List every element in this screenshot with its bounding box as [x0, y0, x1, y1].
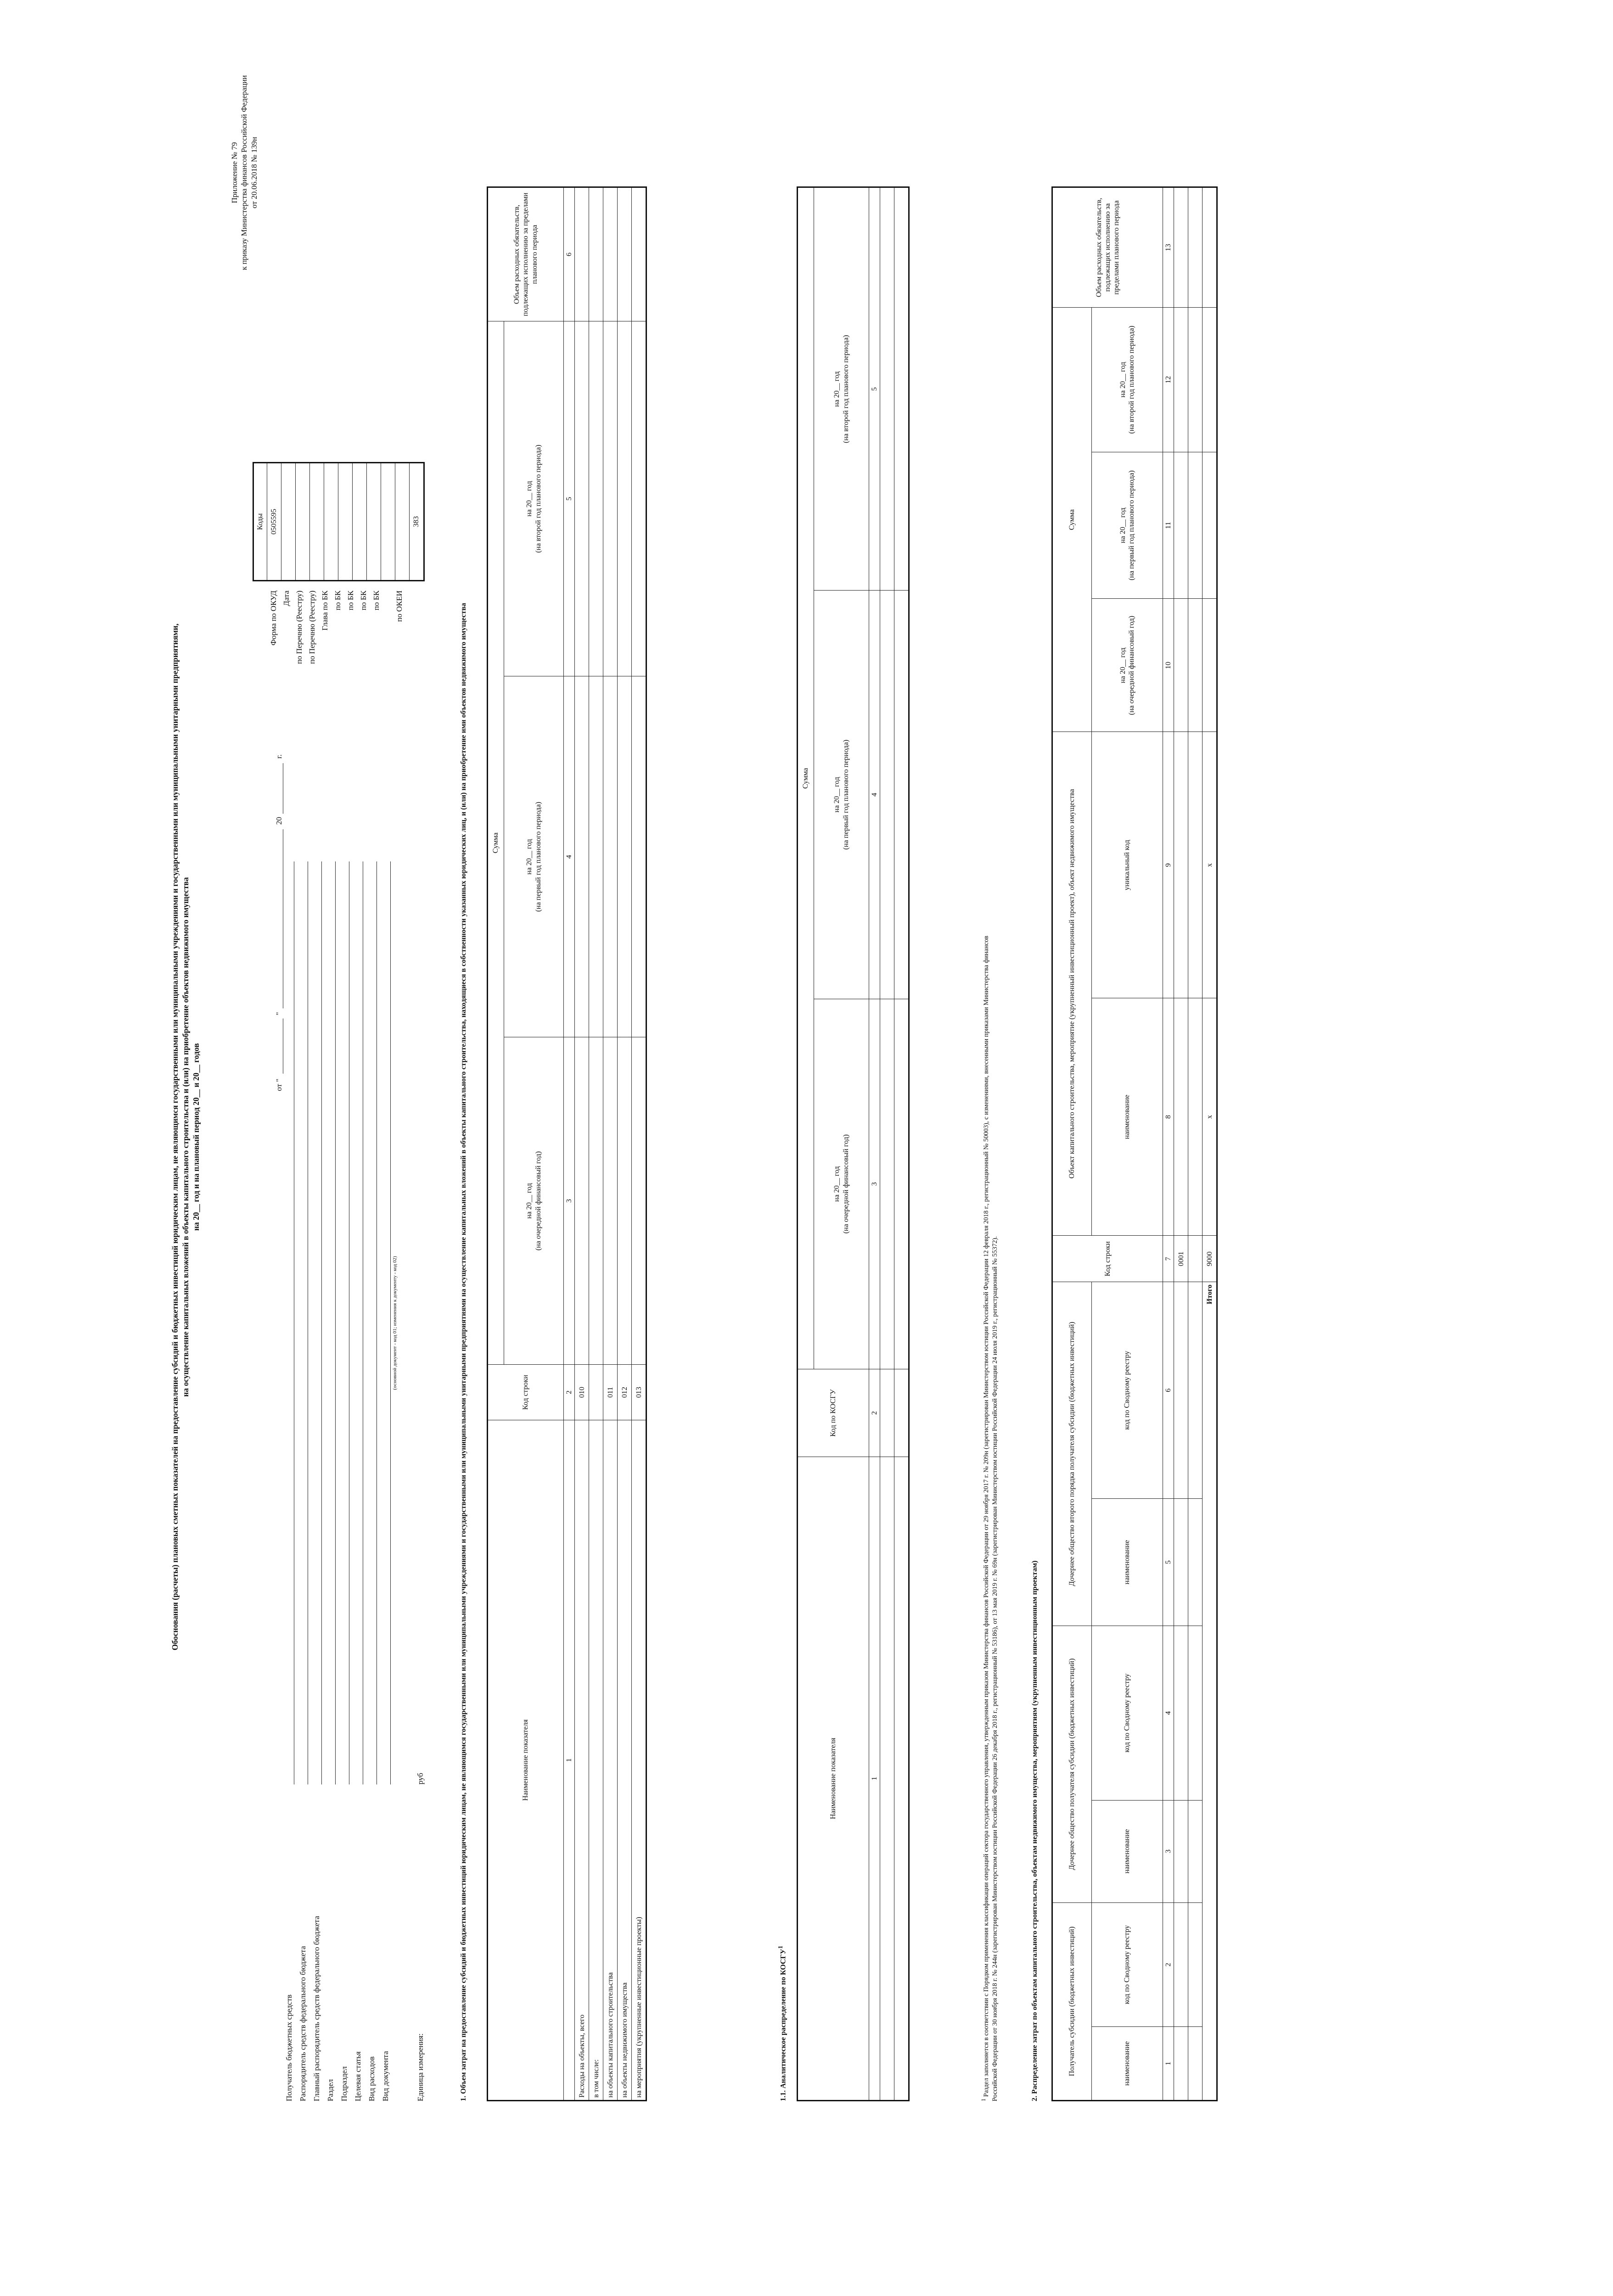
s2-header-sub2-reg: код по Сводному реестру — [1092, 1282, 1163, 1499]
s1-cell[interactable] — [575, 187, 589, 321]
s1-row-label: в том числе: — [589, 1420, 603, 2101]
table-row — [1188, 187, 1203, 2101]
s1-header-y3: на 20__ год — [525, 481, 534, 517]
title-line-2: на осуществление капитальных вложений в объекты капитального строительства и (или) на приобретение объектов недвижимого имущества — [180, 877, 190, 1397]
s2-cell[interactable] — [1174, 599, 1188, 732]
section1-table — [487, 186, 647, 2101]
s2-header-y3: на 20__ год — [1118, 362, 1127, 398]
field-subsection-label: Подраздел — [340, 2066, 348, 2101]
footnote-mark: 1 — [980, 2098, 987, 2101]
s2-cell[interactable] — [1188, 1282, 1203, 1499]
s11-col-num: 4 — [869, 591, 880, 999]
code-bk-4[interactable] — [381, 463, 395, 581]
s2-cell[interactable] — [1174, 732, 1188, 998]
field-expense-type-label: Вид расходов — [367, 2056, 376, 2101]
s1-cell[interactable] — [618, 187, 632, 321]
s11-cell[interactable] — [880, 999, 894, 1369]
header-fields — [285, 861, 441, 2101]
s1-col-num: 6 — [564, 187, 575, 321]
code-empty[interactable] — [395, 463, 410, 581]
unit-label: Единица измерения: — [416, 2033, 425, 2101]
s1-cell[interactable] — [632, 1037, 646, 1365]
s1-col-num: 3 — [564, 1037, 575, 1365]
s2-col-num: 1 — [1163, 2027, 1174, 2101]
s2-cell[interactable] — [1188, 1902, 1203, 2027]
section1-title: 1. Объем затрат на предоставление субсидий и бюджетных инвестиций юридическим лицам, не являющимся государственными или муниципальными учреждениями и государственными или муниципальными унитарными предприятиями на осуществление капитальных вложений в объекты капитального строительства, находящиеся в собственности указанных юридических лиц, и (или) на приобретение ими объектов недвижимого имущества — [460, 603, 467, 2101]
s11-cell[interactable] — [880, 1369, 894, 1457]
s11-cell[interactable] — [894, 1457, 909, 2101]
s2-header-recipient-reg: код по Сводному реестру — [1092, 1902, 1163, 2027]
doc-type-note: (основной документ - код 01; изменения к документу - код 02) — [392, 1256, 398, 1390]
s1-cell[interactable] — [632, 676, 646, 1037]
s11-header-y2: на 20__ год — [833, 777, 841, 813]
s2-total-cell[interactable] — [1203, 452, 1217, 599]
s2-total-cell[interactable] — [1203, 187, 1217, 308]
s11-header-y3: на 20__ год — [833, 371, 841, 407]
s1-row-code: 011 — [603, 1365, 618, 1420]
s1-row-code: 012 — [618, 1365, 632, 1420]
field-manager-label: Распорядитель средств федерального бюджета — [298, 1946, 307, 2101]
section11-title — [777, 1946, 787, 2101]
s11-header-y1: на 20__ год — [833, 1166, 841, 1202]
code-date[interactable] — [281, 463, 296, 581]
code-label-bk-1: по БК — [333, 591, 342, 610]
footnote-line-2: Российской Федерации от 30 ноября 2018 г. № 244н (зарегистрирован Министерством юстиции Российской Федерации 26 декабря 2018 г., регистрационный № 53186), от 13 мая 2019 г. № 69н (зарегистрирован Министерством юстиции Российской Федерации 24 июля 2019 г., регистрационный № 55372). — [991, 1236, 999, 2101]
s1-row-code — [589, 1365, 603, 1420]
s2-col-num: 4 — [1163, 1626, 1174, 1800]
s1-row-label: Расходы на объекты, всего — [575, 1420, 589, 2101]
s2-header-subsidiary-2: Дочернее общество второго порядка получателя субсидии (бюджетных инвестиций) — [1052, 1282, 1092, 1626]
s2-header-subsidiary-1: Дочернее общество получателя субсидии (бюджетных инвестиций) — [1052, 1626, 1092, 1902]
document-title — [170, 173, 201, 2101]
s1-cell[interactable] — [632, 187, 646, 321]
s11-cell[interactable] — [880, 1457, 894, 2101]
s2-header-object-name: наименование — [1092, 998, 1163, 1236]
section11-table — [797, 186, 910, 2101]
code-okud[interactable]: 0505595 — [267, 463, 281, 581]
s2-cell[interactable] — [1174, 1626, 1188, 1800]
s2-cell[interactable] — [1188, 998, 1203, 1236]
s1-cell[interactable] — [618, 321, 632, 676]
s1-cell[interactable] — [589, 676, 603, 1037]
table-row — [589, 187, 603, 2101]
code-chapter[interactable] — [324, 463, 338, 581]
date-year-suffix: г. — [275, 754, 283, 759]
s1-cell[interactable] — [575, 321, 589, 676]
code-registry-1[interactable] — [296, 463, 310, 581]
s1-cell[interactable] — [603, 187, 618, 321]
s2-cell[interactable] — [1174, 1902, 1188, 2027]
s2-cell[interactable] — [1188, 187, 1203, 308]
s1-col-num: 2 — [564, 1365, 575, 1420]
date-year-prefix: 20 — [275, 817, 283, 825]
code-registry-2[interactable] — [310, 463, 324, 581]
s2-cell[interactable] — [1174, 1800, 1188, 1902]
code-label-bk-2: по БК — [346, 591, 355, 610]
s1-cell[interactable] — [589, 1037, 603, 1365]
code-label-okei: по ОКЕИ — [395, 591, 404, 622]
code-label-registry-1: по Перечню (Реестру) — [295, 591, 303, 664]
s1-cell[interactable] — [632, 321, 646, 676]
s1-cell[interactable] — [618, 676, 632, 1037]
s1-row-code: 010 — [575, 1365, 589, 1420]
s2-header-y1-sub: (на очередной финансовый год) — [1128, 615, 1135, 715]
s2-header-object: Объект капитального строительства, мероприятие (укрупненный инвестиционный проект), объект недвижимого имущества — [1052, 732, 1092, 1236]
codes-block — [248, 182, 432, 857]
s2-col-num: 10 — [1163, 599, 1174, 732]
s2-header-sum: Сумма — [1052, 308, 1092, 732]
s2-header-y2: на 20__ год — [1118, 507, 1127, 543]
s2-col-num: 2 — [1163, 1902, 1174, 2027]
s2-cell[interactable] — [1188, 308, 1203, 452]
s2-col-num: 12 — [1163, 308, 1174, 452]
code-label-empty — [383, 591, 393, 857]
s11-col-num: 2 — [869, 1369, 880, 1457]
s2-col-num: 6 — [1163, 1282, 1174, 1499]
s2-cell[interactable] — [1174, 1498, 1188, 1626]
s2-header-sub1-name: наименование — [1092, 1800, 1163, 1902]
s2-cell[interactable] — [1188, 599, 1203, 732]
code-label-registry-2: по Перечню (Реестру) — [308, 591, 316, 664]
footnote — [980, 186, 1000, 2101]
s1-col-num: 1 — [564, 1420, 575, 2101]
s1-row-code: 013 — [632, 1365, 646, 1420]
s2-total-label: Итого — [1203, 1282, 1217, 2101]
s11-header-name: Наименование показателя — [798, 1457, 869, 2101]
field-target-label: Целевая статья — [354, 2051, 362, 2101]
title-line-3: на 20__ год и на плановый период 20__ и 20__ годов — [191, 1043, 201, 1231]
s1-header-y1: на 20__ год — [525, 1183, 534, 1219]
code-okei[interactable]: 383 — [410, 463, 424, 581]
section11-footnote-ref: 1 — [777, 1946, 784, 1949]
s11-cell[interactable] — [880, 187, 894, 591]
s11-header-sum: Сумма — [798, 187, 814, 1369]
s1-cell[interactable] — [575, 676, 589, 1037]
s2-cell[interactable] — [1188, 2027, 1203, 2101]
s11-cell[interactable] — [880, 591, 894, 999]
codes-labels — [267, 591, 406, 857]
appendix-date: от 20.06.2018 № 139н — [249, 137, 259, 208]
s2-header-obligations: Объем расходных обязательств, подлежащих исполнению за пределами планового периода — [1052, 187, 1163, 308]
section11-title-text: 1.1. Аналитическое распределение по КОСГУ — [779, 1948, 787, 2101]
section2-title: 2. Распределение затрат по объектам капитального строительства, объектам недвижимого имущества, мероприятиям (укрупненным инвестиционным проектам) — [1031, 1560, 1039, 2101]
total-row — [1203, 187, 1217, 2101]
s11-header-y1-sub: (на очередной финансовый год) — [842, 1134, 850, 1234]
s2-row-code: 0001 — [1174, 1236, 1188, 1282]
s2-cell[interactable] — [1174, 187, 1188, 308]
s2-cell[interactable] — [1174, 452, 1188, 599]
code-bk-1[interactable] — [338, 463, 353, 581]
field-section-label: Раздел — [326, 2079, 335, 2101]
s1-cell[interactable] — [603, 1037, 618, 1365]
s1-header-y2-sub: (на первый год планового периода) — [534, 802, 542, 912]
s11-cell[interactable] — [894, 999, 909, 1369]
table-row — [618, 187, 632, 2101]
s2-cell[interactable] — [1188, 1626, 1203, 1800]
code-label-date: Дата — [282, 591, 291, 606]
s1-header-obligations: Объем расходных обязательств, подлежащих исполнению за пределами планового периода — [488, 187, 564, 321]
field-doc-type-label: Вид документа — [381, 2051, 390, 2101]
s2-total-cell[interactable] — [1203, 599, 1217, 732]
s2-cell[interactable] — [1188, 1236, 1203, 1282]
s2-header-object-uniq: уникальный код — [1092, 732, 1163, 998]
s2-col-num: 9 — [1163, 732, 1174, 998]
table-row — [632, 187, 646, 2101]
s2-header-code: Код строки — [1052, 1236, 1163, 1282]
table-row — [1174, 187, 1188, 2101]
date-from-label: от " — [275, 1079, 283, 1091]
field-chief-line[interactable] — [321, 861, 322, 1784]
s2-header-sub1-reg: код по Сводному реестру — [1092, 1626, 1163, 1800]
table-row — [880, 187, 894, 2101]
s1-cell[interactable] — [603, 676, 618, 1037]
s2-cell[interactable] — [1188, 1498, 1203, 1626]
s11-cell[interactable] — [894, 591, 909, 999]
s11-header-y3-sub: (на второй год планового периода) — [842, 335, 850, 443]
s2-total-x: x — [1203, 998, 1217, 1236]
s2-cell[interactable] — [1174, 308, 1188, 452]
s2-cell[interactable] — [1188, 452, 1203, 599]
s2-col-num: 11 — [1163, 452, 1174, 599]
s2-col-num: 13 — [1163, 187, 1174, 308]
unit-value: руб — [416, 1773, 425, 1784]
s2-header-recipient-name: наименование — [1092, 2027, 1163, 2101]
s11-col-num: 5 — [869, 187, 880, 591]
table-row — [603, 187, 618, 2101]
s2-header-y1: на 20__ год — [1118, 647, 1127, 683]
s11-cell[interactable] — [894, 187, 909, 591]
s1-col-num: 4 — [564, 676, 575, 1037]
s2-cell[interactable] — [1188, 732, 1203, 998]
s2-cell[interactable] — [1174, 1282, 1188, 1499]
s1-cell[interactable] — [603, 321, 618, 676]
table-row — [575, 187, 589, 2101]
s11-col-num: 1 — [869, 1457, 880, 2101]
s11-header-kosgu: Код по КОСГУ — [798, 1369, 869, 1457]
s11-header-y2-sub: (на первый год планового периода) — [842, 739, 850, 850]
s1-header-y2: на 20__ год — [525, 839, 534, 875]
field-recipient-label: Получатель бюджетных средств — [285, 1994, 293, 2101]
appendix-order: к приказу Министерства финансов Российской Федерации — [240, 75, 249, 270]
s1-row-label: на объекты недвижимого имущества — [618, 1420, 632, 2101]
s1-cell[interactable] — [589, 321, 603, 676]
s11-cell[interactable] — [894, 1369, 909, 1457]
code-label-bk-4: по БК — [372, 591, 381, 610]
s2-cell[interactable] — [1174, 2027, 1188, 2101]
title-line-1: Обоснования (расчеты) плановых сметных показателей на предоставление субсидий и бюджетных инвестиций юридическим лицам, не являющимся государственными или муниципальными учреждениями и государственными или муниципальными унитарными предприятиями, — [170, 624, 180, 1651]
codes-header: Коды — [253, 463, 267, 581]
s2-total-cell[interactable] — [1203, 308, 1217, 452]
s2-col-num: 5 — [1163, 1498, 1174, 1626]
s2-cell[interactable] — [1174, 998, 1188, 1236]
s1-col-num: 5 — [564, 321, 575, 676]
code-label-bk-3: по БК — [359, 591, 368, 610]
s11-col-num: 3 — [869, 999, 880, 1369]
code-bk-3[interactable] — [367, 463, 381, 581]
s2-col-num: 7 — [1163, 1236, 1174, 1282]
s2-cell[interactable] — [1188, 1800, 1203, 1902]
s1-cell[interactable] — [575, 1037, 589, 1365]
s2-total-x: x — [1203, 732, 1217, 998]
s1-row-label: на мероприятия (укрупненные инвестиционные проекты) — [632, 1420, 646, 2101]
s1-header-y1-sub: (на очередной финансовый год) — [534, 1151, 542, 1251]
field-doc-type-line[interactable] — [390, 861, 391, 1784]
s2-col-num: 8 — [1163, 998, 1174, 1236]
s2-col-num: 3 — [1163, 1800, 1174, 1902]
s1-row-label: на объекты капитального строительства — [603, 1420, 618, 2101]
table-row — [894, 187, 909, 2101]
s2-header-recipient: Получатель субсидии (бюджетных инвестиций) — [1052, 1902, 1092, 2100]
s1-header-sum: Сумма — [488, 321, 504, 1365]
code-bk-2[interactable] — [353, 463, 367, 581]
s2-header-y3-sub: (на второй год планового периода) — [1128, 326, 1135, 434]
field-chief-label: Главный распорядитель средств федерального бюджета — [312, 1916, 321, 2101]
codes-table — [253, 462, 425, 581]
field-section-line[interactable] — [335, 861, 336, 1784]
date-quote: " — [275, 1012, 283, 1015]
s2-total-code: 9000 — [1203, 1236, 1217, 1282]
s2-header-y2-sub: (на первый год планового периода) — [1128, 470, 1135, 580]
s1-cell[interactable] — [589, 187, 603, 321]
s2-header-sub2-name: наименование — [1092, 1498, 1163, 1626]
s1-header-y3-sub: (на второй год планового периода) — [534, 445, 542, 553]
s1-header-code: Код строки — [488, 1365, 564, 1420]
s1-cell[interactable] — [618, 1037, 632, 1365]
appendix-number: Приложение № 79 — [230, 142, 239, 203]
s1-header-name: Наименование показателя — [488, 1420, 564, 2101]
code-label-chapter: Глава по БК — [320, 591, 329, 631]
section2-table — [1051, 186, 1218, 2101]
code-label-okud: Форма по ОКУД — [269, 591, 278, 646]
footnote-line-1: Раздел заполняется в соответствии с Порядком применения классификации операций сектора государственного управления, утвержденным приказом Министерства финансов Российской Федерации от 29 ноября 2017 г. № 209н (зарегистрирован Министерством юстиции Российской Федерации 12 февраля 2018 г., регистрационный № 50003), с изменениями, внесенными приказами Министерства финансов — [982, 935, 990, 2097]
